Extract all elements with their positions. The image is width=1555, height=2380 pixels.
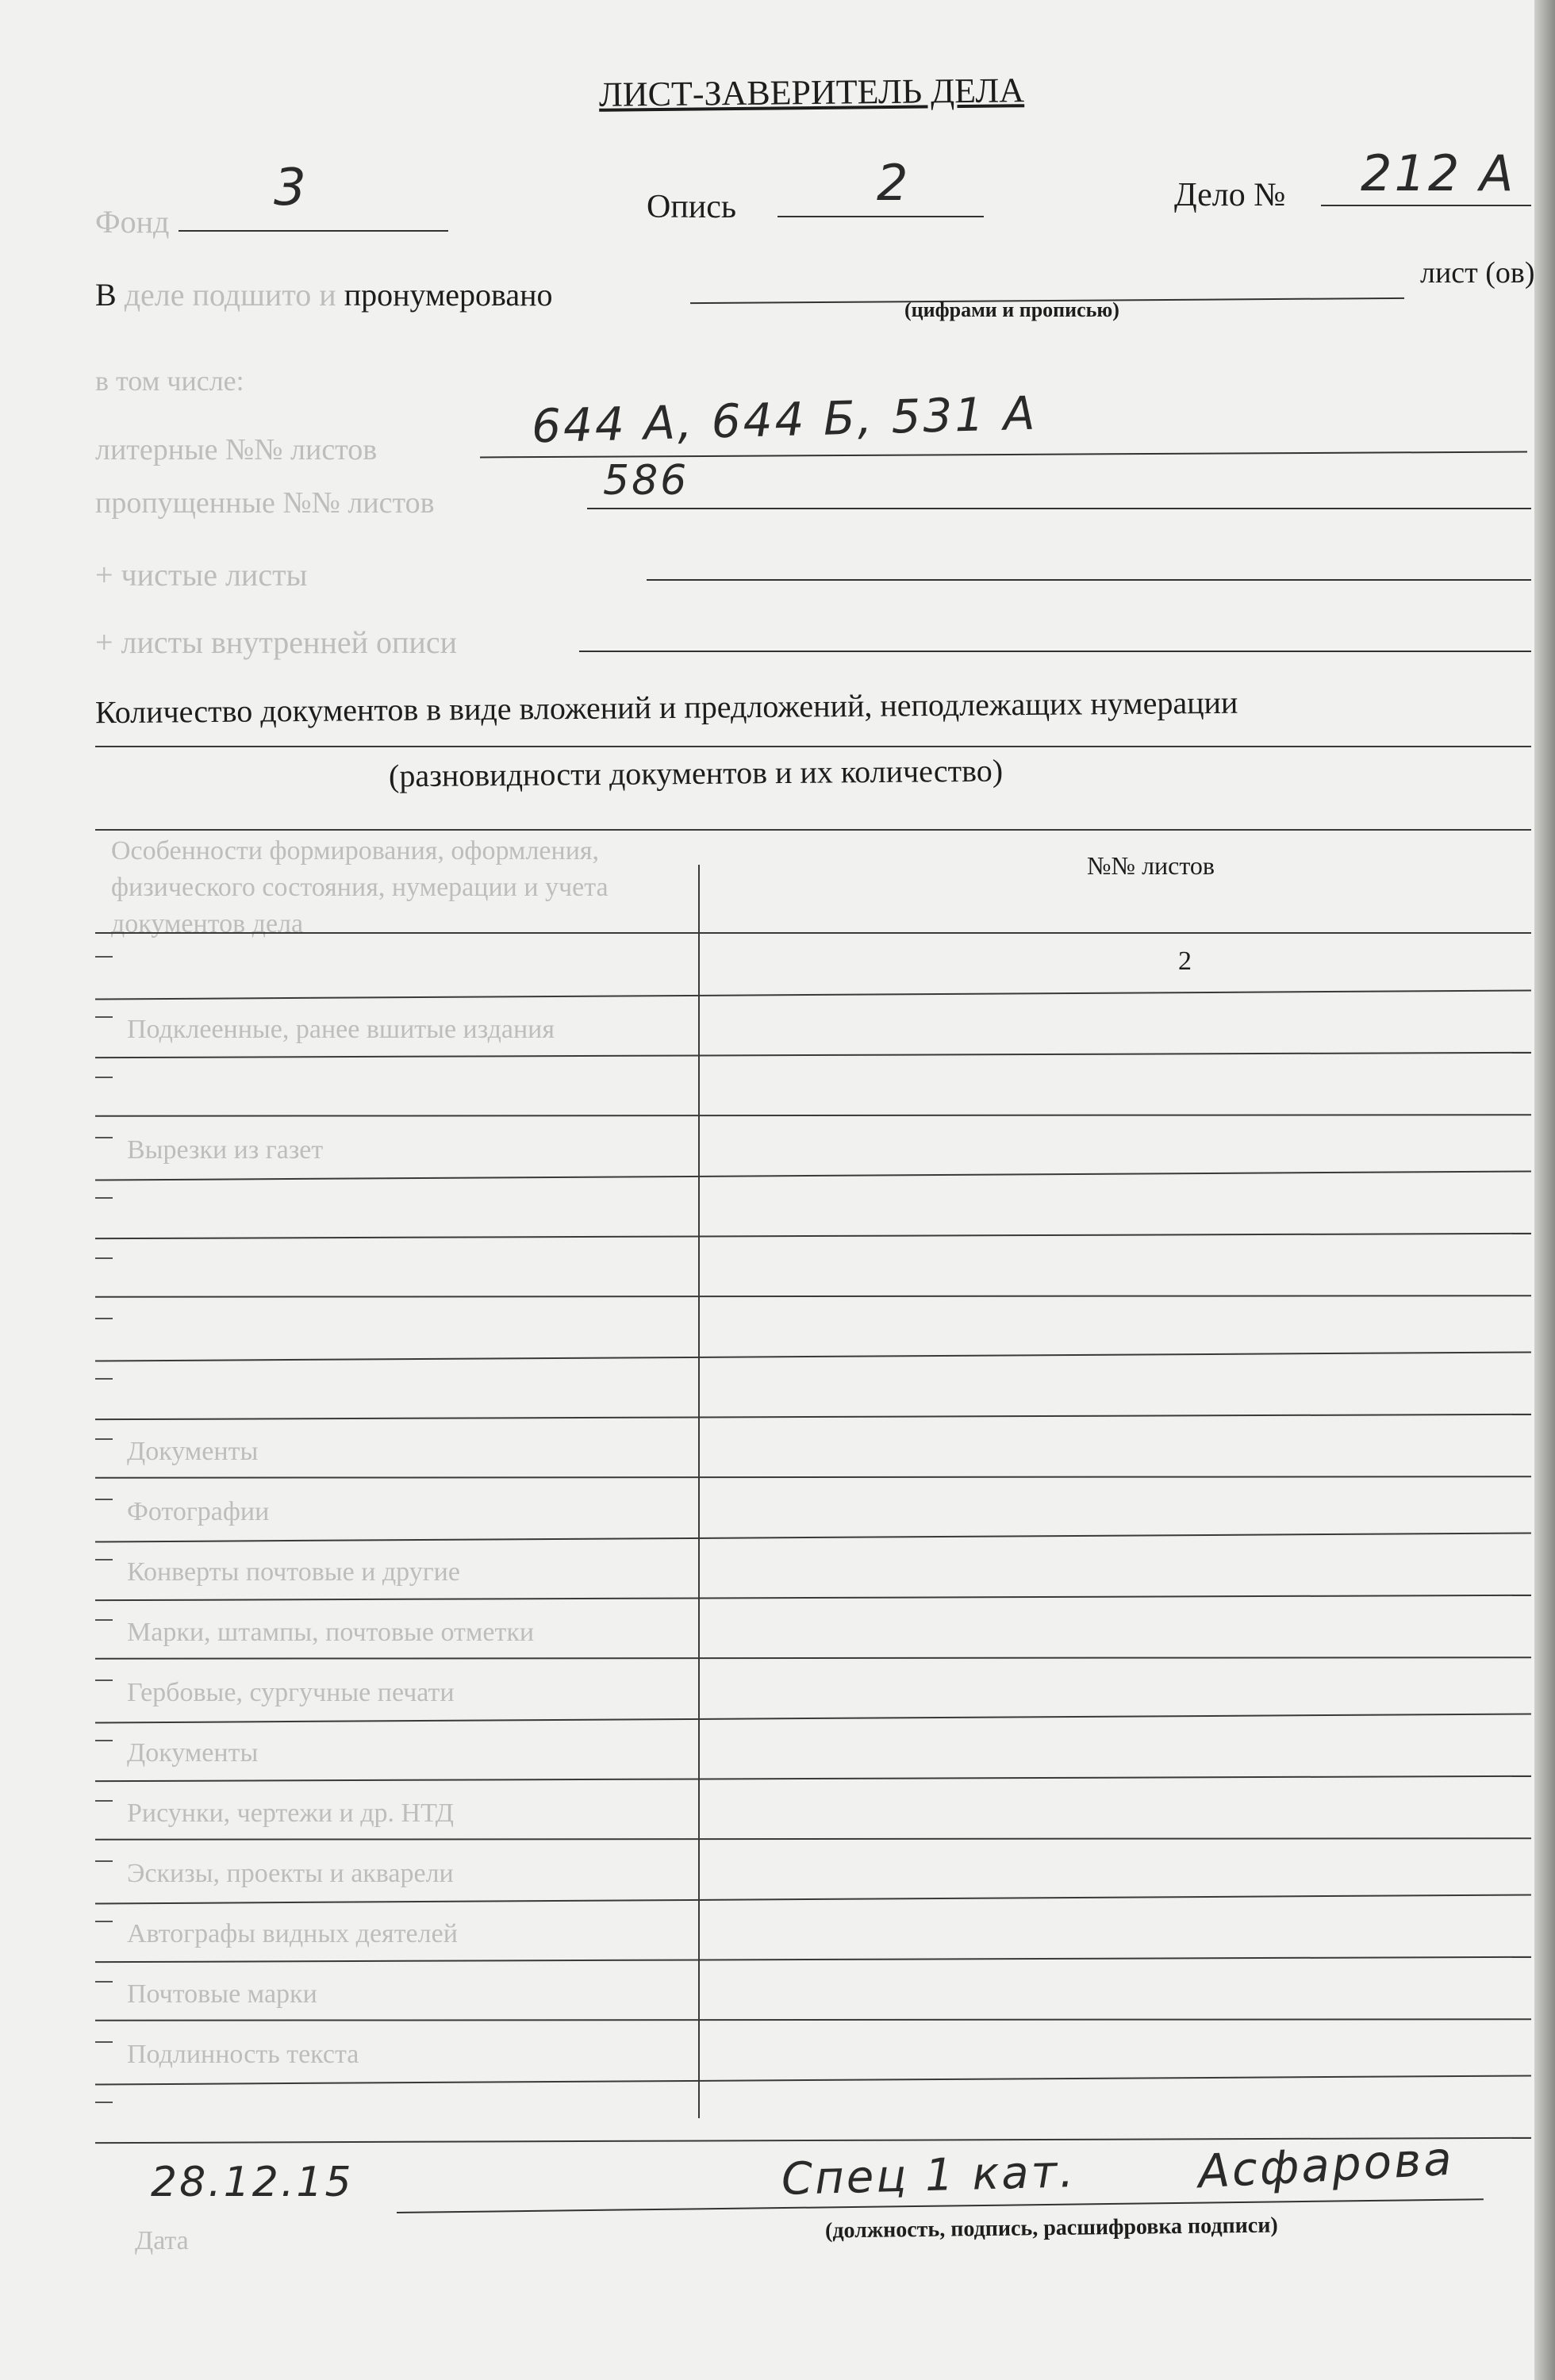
footer-signature: Асфарова xyxy=(1196,2131,1456,2199)
field-missing-label: пропущенные №№ листов xyxy=(95,486,435,520)
row-rule xyxy=(95,1956,1531,1963)
row-label: Документы xyxy=(127,1437,259,1466)
row-rule xyxy=(95,1114,1531,1117)
footer-caption: (должность, подпись, расшифровка подписи) xyxy=(824,2213,1278,2244)
attachments-line1: Количество документов в виде вложений и предложений, неподлежащих нумерации xyxy=(94,684,1238,731)
row-rule xyxy=(95,1476,1531,1479)
intro-hint: (цифрами и прописью) xyxy=(904,298,1119,321)
field-missing-underline xyxy=(587,508,1531,509)
row-rule xyxy=(95,989,1531,1000)
row-label: Гербовые, сургучные печати xyxy=(127,1678,455,1707)
opis-value: 2 xyxy=(877,154,911,212)
row-rule xyxy=(95,1775,1531,1782)
row-rule xyxy=(95,1595,1531,1601)
row-label: Рисунки, чертежи и др. НТД xyxy=(127,1798,454,1828)
field-blank-underline xyxy=(647,579,1531,581)
row-dash xyxy=(95,1679,113,1681)
row-label: Подлинность текста xyxy=(127,2040,359,2069)
row-rule xyxy=(95,1532,1531,1542)
field-missing-value: 586 xyxy=(603,457,689,505)
row-dash xyxy=(95,2041,113,2043)
field-inner-inventory-label: + листы внутренней описи xyxy=(95,624,457,660)
row-rule xyxy=(95,2018,1531,2021)
delo-underline xyxy=(1321,205,1531,206)
row-dash xyxy=(95,1318,113,1319)
in-that-number-label: в том числе: xyxy=(95,365,244,397)
row-label: Эскизы, проекты и акварели xyxy=(127,1859,454,1888)
row-label: Документы xyxy=(127,1738,259,1768)
table-col2-header: №№ листов xyxy=(1087,851,1215,880)
table-top-border xyxy=(95,829,1531,831)
intro-suffix: лист (ов) xyxy=(1420,256,1535,290)
field-litera-label: литерные №№ листов xyxy=(95,433,378,466)
row-dash xyxy=(95,1378,113,1380)
fond-underline xyxy=(179,230,448,232)
footer-date: 28.12.15 xyxy=(151,2159,354,2206)
row-dash xyxy=(95,956,113,958)
intro-text-rest: пронумеровано xyxy=(344,277,553,313)
row-rule xyxy=(95,1052,1531,1058)
row-dash xyxy=(95,1860,113,1862)
row-rule xyxy=(95,1837,1531,1841)
row-label: Почтовые марки xyxy=(127,1979,317,2009)
page-edge-shadow xyxy=(1534,0,1555,2380)
row-dash xyxy=(95,1800,113,1802)
row-dash xyxy=(95,1981,113,1983)
table-header-bottom-border xyxy=(95,932,1531,934)
row-dash xyxy=(95,1197,113,1199)
table-column-divider xyxy=(698,865,700,2118)
intro-text-faint: деле подшито и xyxy=(124,277,344,313)
table-col1-header xyxy=(111,833,682,942)
row-label: Марки, штампы, почтовые отметки xyxy=(127,1618,535,1647)
footer-position: Спец 1 кат. xyxy=(781,2146,1077,2205)
row-dash xyxy=(95,1740,113,1741)
opis-underline xyxy=(778,216,984,217)
row-rule xyxy=(95,2075,1531,2085)
attachments-line2: (разновидности документов и их количество) xyxy=(388,752,1004,794)
field-blank-label: + чистые листы xyxy=(95,557,308,593)
row-rule xyxy=(95,1414,1531,1420)
row-dash xyxy=(95,1921,113,1922)
row-rule xyxy=(95,1295,1531,1298)
row-rule xyxy=(95,1713,1531,1723)
fond-label: Фонд xyxy=(95,204,170,240)
row-dash xyxy=(95,1438,113,1440)
row-label: Вырезки из газет xyxy=(127,1135,324,1165)
row-rule xyxy=(95,1351,1531,1361)
field-litera-value: 644 А, 644 Б, 531 А xyxy=(531,386,1039,454)
row-rule xyxy=(95,1170,1531,1180)
row-dash xyxy=(95,1559,113,1560)
row-dash xyxy=(95,1257,113,1259)
opis-label: Опись xyxy=(647,189,737,225)
row-dash xyxy=(95,1016,113,1018)
intro-text-prefix: В xyxy=(95,277,125,313)
field-inner-inventory-underline xyxy=(579,651,1531,652)
delo-label: Дело № xyxy=(1174,177,1286,213)
row-pages: 2 xyxy=(1178,946,1192,976)
row-label: Подклеенные, ранее вшитые издания xyxy=(127,1015,555,1044)
row-dash xyxy=(95,1499,113,1500)
row-label: Конверты почтовые и другие xyxy=(127,1557,460,1587)
fond-value: 3 xyxy=(274,159,309,217)
delo-value: 212 А xyxy=(1361,144,1516,202)
row-rule xyxy=(95,1894,1531,1904)
page-title: ЛИСТ-ЗАВЕРИТЕЛЬ ДЕЛА xyxy=(598,71,1025,114)
row-label: Автографы видных деятелей xyxy=(127,1919,458,1948)
row-dash xyxy=(95,2102,113,2103)
row-rule xyxy=(95,1233,1531,1239)
row-rule xyxy=(95,1656,1531,1660)
intro-text xyxy=(95,279,553,311)
row-dash xyxy=(95,1137,113,1138)
table-col1-header-text: Особенности формирования, оформления, физического состояния, нумерации и учета документов дела xyxy=(111,836,609,939)
footer-bottom-left: Дата xyxy=(135,2226,189,2255)
row-label: Фотографии xyxy=(127,1497,270,1526)
row-dash xyxy=(95,1619,113,1621)
attachments-underline xyxy=(95,746,1531,747)
row-dash xyxy=(95,1077,113,1078)
